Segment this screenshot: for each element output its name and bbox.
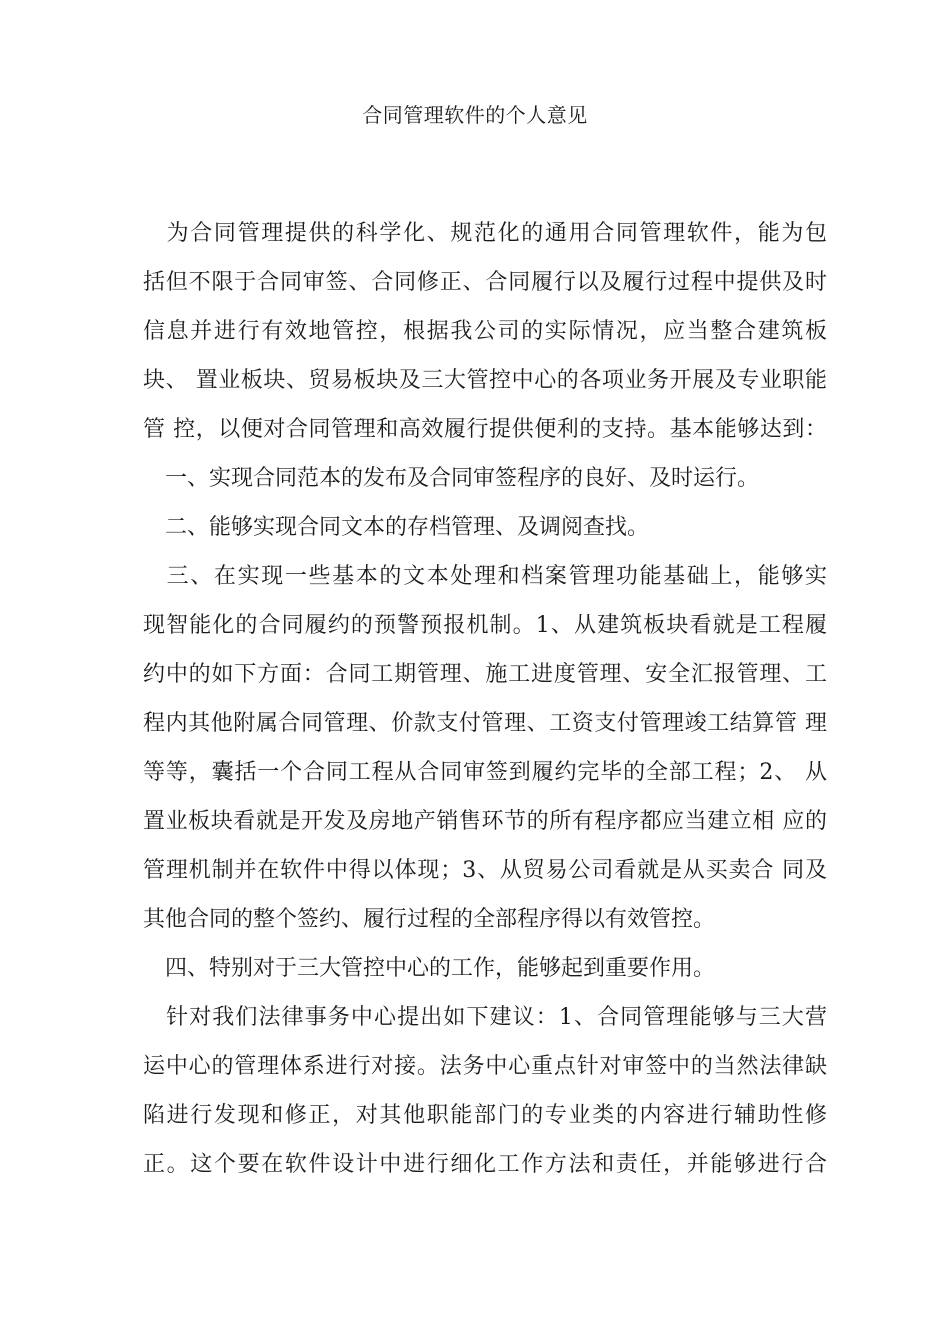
paragraph-line: 运中心的管理体系进行对接。法务中心重点针对审签中的当然法律缺 — [143, 1054, 827, 1079]
paragraph-line: 现智能化的合同履约的预警预报机制。1、从建筑板块看就是工程履 — [143, 613, 827, 638]
paragraph-line: 正。这个要在软件设计中进行细化工作方法和责任，并能够进行合 — [143, 1152, 827, 1177]
paragraph-line: 针对我们法律事务中心提出如下建议：1、合同管理能够与三大营 — [143, 1005, 827, 1030]
document-title: 合同管理软件的个人意见 — [362, 103, 588, 127]
paragraph-line: 其他合同的整个签约、履行过程的全部程序得以有效管控。 — [143, 907, 716, 932]
paragraph-line: 一、实现合同范本的发布及合同审签程序的良好、及时运行。 — [143, 466, 760, 491]
paragraph-line: 等等，囊括一个合同工程从合同审签到履约完毕的全部工程；2、 从 — [143, 760, 827, 785]
paragraph-line: 程内其他附属合同管理、价款支付管理、工资支付管理竣工结算管 理 — [143, 711, 827, 736]
paragraph-line: 管理机制并在软件中得以体现；3、从贸易公司看就是从买卖合 同及 — [143, 858, 827, 883]
paragraph-line: 块、 置业板块、贸易板块及三大管控中心的各项业务开展及专业职能 — [143, 368, 827, 393]
paragraph-line: 陷进行发现和修正，对其他职能部门的专业类的内容进行辅助性修 — [143, 1103, 827, 1128]
paragraph-line: 管 控，以便对合同管理和高效履行提供便利的支持。基本能够达到： — [143, 417, 827, 442]
paragraph-line: 约中的如下方面：合同工期管理、施工进度管理、安全汇报管理、工 — [143, 662, 827, 687]
paragraph-line: 信息并进行有效地管控，根据我公司的实际情况，应当整合建筑板 — [143, 319, 827, 344]
paragraph-line: 三、在实现一些基本的文本处理和档案管理功能基础上，能够实 — [143, 564, 827, 589]
paragraph-line: 括但不限于合同审签、合同修正、合同履行以及履行过程中提供及时 — [143, 270, 827, 295]
paragraph-line: 为合同管理提供的科学化、规范化的通用合同管理软件，能为包 — [143, 221, 827, 246]
paragraph-line: 四、特别对于三大管控中心的工作，能够起到重要作用。 — [143, 956, 716, 981]
paragraph-line: 置业板块看就是开发及房地产销售环节的所有程序都应当建立相 应的 — [143, 809, 827, 834]
paragraph-line: 二、能够实现合同文本的存档管理、及调阅查找。 — [143, 515, 650, 540]
